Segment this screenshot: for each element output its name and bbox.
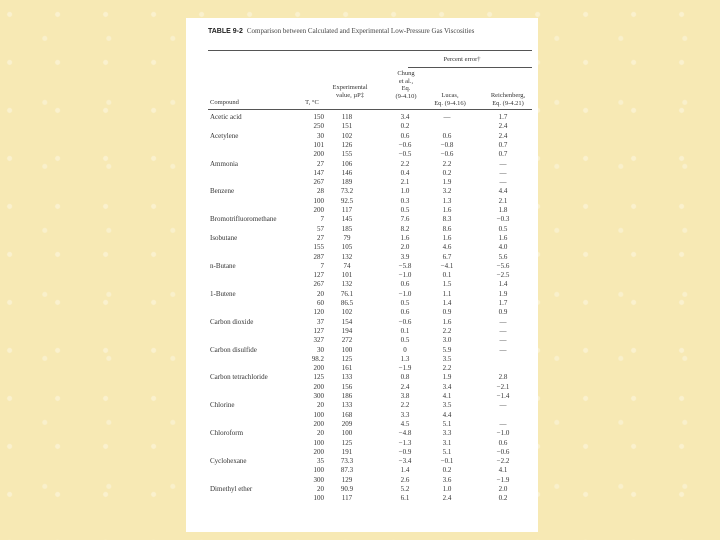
- temperature-cell: 20: [317, 485, 324, 493]
- experimental-cell: 156: [341, 382, 353, 391]
- percent-error-header: Percent error†: [443, 56, 481, 63]
- temperature-cell: 127: [313, 326, 324, 335]
- table-row: [208, 262, 534, 271]
- lucas-error-cell: 2.2: [442, 159, 452, 168]
- experimental-cell: 189: [341, 178, 353, 187]
- chung-error-cell: 2.4: [400, 382, 410, 391]
- experimental-cell: 209: [341, 419, 353, 428]
- chung-error-cell: −1.0: [398, 271, 412, 280]
- chung-error-cell: 1.0: [400, 187, 410, 196]
- chung-error-cell: 5.2: [400, 485, 410, 493]
- experimental-cell: 146: [341, 168, 353, 177]
- reichenberg-error-cell: 0.7: [498, 140, 508, 149]
- chung-error-cell: 0.4: [400, 168, 410, 177]
- header-lucas: Lucas, Eq. (9-4.16): [434, 92, 466, 107]
- temperature-cell: 30: [317, 131, 324, 140]
- lucas-error-cell: 1.4: [442, 299, 452, 307]
- lucas-error-cell: 1.1: [442, 289, 452, 298]
- chung-error-cell: −0.5: [398, 150, 412, 159]
- compound-cell: Carbon tetrachloride: [210, 373, 268, 382]
- temperature-cell: 127: [313, 271, 324, 280]
- reichenberg-error-cell: −1.9: [496, 475, 510, 484]
- table-row: [208, 476, 534, 485]
- experimental-cell: 87.3: [340, 466, 354, 475]
- lucas-error-cell: −0.8: [440, 140, 454, 149]
- compound-cell: Chloroform: [210, 429, 244, 438]
- table-row: [208, 392, 534, 401]
- reichenberg-error-cell: −2.2: [496, 457, 510, 466]
- reichenberg-error-cell: −0.6: [496, 447, 510, 456]
- lucas-error-cell: 5.1: [442, 447, 452, 456]
- lucas-error-cell: 0.1: [442, 271, 452, 280]
- temperature-cell: 100: [313, 410, 324, 419]
- chung-error-cell: 1.6: [400, 233, 410, 242]
- reichenberg-error-cell: 4.4: [498, 187, 508, 196]
- temperature-cell: 120: [313, 308, 324, 317]
- chung-error-cell: 0.8: [400, 373, 410, 382]
- experimental-cell: 92.5: [340, 196, 354, 205]
- lucas-error-cell: 5.1: [442, 419, 452, 428]
- reichenberg-error-cell: 0.7: [498, 150, 508, 159]
- lucas-error-cell: 8.3: [442, 215, 452, 224]
- chung-error-cell: 0.3: [400, 196, 410, 205]
- table-row: [208, 457, 534, 466]
- chung-error-cell: −1.9: [398, 364, 412, 373]
- reichenberg-error-cell: −5.6: [496, 261, 510, 270]
- compound-cell: Carbon dioxide: [210, 317, 254, 326]
- compound-cell: Benzene: [210, 187, 235, 196]
- chung-error-cell: 0.5: [400, 299, 410, 307]
- chung-error-cell: −3.4: [398, 457, 412, 466]
- temperature-cell: 200: [313, 382, 324, 391]
- reichenberg-error-cell: −2.1: [496, 382, 510, 391]
- experimental-cell: 106: [341, 159, 353, 168]
- table-row: [208, 299, 534, 308]
- table-row: [208, 225, 534, 234]
- lucas-error-cell: 0.2: [442, 168, 452, 177]
- table-row: [208, 383, 534, 392]
- reichenberg-error-cell: —: [499, 401, 507, 410]
- temperature-cell: 147: [313, 168, 324, 177]
- temperature-cell: 200: [313, 419, 324, 428]
- chung-error-cell: 0.6: [400, 131, 410, 140]
- temperature-cell: 200: [313, 150, 324, 159]
- experimental-cell: 126: [341, 140, 353, 149]
- reichenberg-error-cell: 1.4: [498, 280, 508, 289]
- experimental-cell: 194: [341, 326, 353, 335]
- table-row: [208, 141, 534, 150]
- chung-error-cell: 3.4: [400, 113, 410, 121]
- experimental-cell: 129: [341, 475, 353, 484]
- table-row: [208, 494, 534, 503]
- compound-cell: Chlorine: [210, 401, 235, 410]
- compound-cell: Acetylene: [210, 131, 239, 140]
- reichenberg-error-cell: 0.6: [498, 438, 508, 447]
- table-row: [208, 253, 534, 262]
- table-row: [208, 355, 534, 364]
- temperature-cell: 37: [317, 317, 324, 326]
- table-row: [208, 364, 534, 373]
- chung-error-cell: 3.3: [400, 410, 410, 419]
- lucas-error-cell: 2.2: [442, 364, 452, 373]
- chung-error-cell: 0.5: [400, 336, 410, 345]
- chung-error-cell: 0.5: [400, 206, 410, 214]
- table-row: [208, 122, 534, 131]
- temperature-cell: 100: [313, 466, 324, 475]
- experimental-cell: 132: [341, 252, 353, 261]
- experimental-cell: 185: [341, 224, 353, 233]
- reichenberg-error-cell: −1.0: [496, 429, 510, 438]
- reichenberg-error-cell: 2.4: [498, 122, 508, 131]
- chung-error-cell: 7.6: [400, 215, 410, 224]
- experimental-cell: 105: [341, 243, 353, 252]
- temperature-cell: 27: [317, 233, 324, 242]
- lucas-error-cell: 1.9: [442, 373, 452, 382]
- temperature-cell: 57: [317, 224, 324, 233]
- lucas-error-cell: 1.0: [442, 485, 452, 493]
- reichenberg-error-cell: —: [499, 336, 507, 345]
- experimental-cell: 74: [343, 261, 351, 270]
- table-row: [208, 346, 534, 355]
- lucas-error-cell: 0.2: [442, 466, 452, 475]
- reichenberg-error-cell: —: [499, 317, 507, 326]
- lucas-error-cell: 3.5: [442, 354, 452, 363]
- experimental-cell: 73.2: [340, 187, 354, 196]
- table-row: [208, 150, 534, 159]
- experimental-cell: 155: [341, 150, 353, 159]
- reichenberg-error-cell: −0.3: [496, 215, 510, 224]
- lucas-error-cell: 3.0: [442, 336, 452, 345]
- compound-cell: Bromotrifluoromethane: [210, 215, 277, 224]
- chung-error-cell: 2.2: [400, 401, 410, 410]
- experimental-cell: 133: [341, 401, 353, 410]
- reichenberg-error-cell: 2.8: [498, 373, 508, 382]
- table-row: [208, 178, 534, 187]
- compound-cell: Carbon disulfide: [210, 345, 257, 354]
- table-row: [208, 439, 534, 448]
- table-title: Comparison between Calculated and Experimental Low-Pressure Gas Viscosities: [246, 27, 475, 35]
- lucas-error-cell: 2.2: [442, 326, 452, 335]
- table-caption: [208, 27, 528, 36]
- temperature-cell: 150: [313, 113, 324, 121]
- reichenberg-error-cell: 4.0: [498, 243, 508, 252]
- reichenberg-error-cell: —: [499, 419, 507, 428]
- temperature-cell: 20: [317, 429, 324, 438]
- lucas-error-cell: 8.6: [442, 224, 452, 233]
- compound-cell: Acetic acid: [210, 113, 242, 121]
- experimental-cell: 151: [341, 122, 353, 131]
- top-rule: [208, 50, 532, 51]
- experimental-cell: 100: [341, 345, 353, 354]
- reichenberg-error-cell: 0.5: [498, 224, 508, 233]
- temperature-cell: 60: [317, 299, 324, 307]
- table-row: [208, 336, 534, 345]
- chung-error-cell: 0.6: [400, 308, 410, 317]
- reichenberg-error-cell: —: [499, 178, 507, 187]
- experimental-cell: 73.3: [340, 457, 354, 466]
- temperature-cell: 250: [313, 122, 324, 131]
- table-row: [208, 206, 534, 215]
- document-page: [186, 18, 538, 532]
- lucas-error-cell: 1.3: [442, 196, 452, 205]
- reichenberg-error-cell: 2.0: [498, 485, 508, 493]
- temperature-cell: 20: [317, 401, 324, 410]
- experimental-cell: 102: [341, 308, 353, 317]
- chung-error-cell: −0.9: [398, 447, 412, 456]
- temperature-cell: 200: [313, 447, 324, 456]
- temperature-cell: 101: [313, 140, 324, 149]
- temperature-cell: 7: [320, 215, 324, 224]
- experimental-cell: 90.9: [340, 485, 354, 493]
- lucas-error-cell: 3.6: [442, 475, 452, 484]
- reichenberg-error-cell: 4.1: [498, 466, 508, 475]
- table-label: TABLE 9-2: [208, 28, 243, 35]
- temperature-cell: 100: [313, 438, 324, 447]
- table-row: [208, 132, 534, 141]
- temperature-cell: 7: [320, 261, 324, 270]
- table-row: [208, 280, 534, 289]
- table-row: [208, 197, 534, 206]
- reichenberg-error-cell: —: [499, 326, 507, 335]
- experimental-cell: 117: [341, 494, 353, 503]
- reichenberg-error-cell: —: [499, 159, 507, 168]
- experimental-cell: 79: [343, 233, 351, 242]
- reichenberg-error-cell: 1.7: [498, 113, 508, 121]
- table-row: [208, 466, 534, 475]
- chung-error-cell: 4.5: [400, 419, 410, 428]
- chung-error-cell: 0.1: [400, 326, 410, 335]
- reichenberg-error-cell: 1.6: [498, 233, 508, 242]
- lucas-error-cell: −0.6: [440, 150, 454, 159]
- chung-error-cell: 0.2: [400, 122, 410, 131]
- reichenberg-error-cell: 2.1: [498, 196, 508, 205]
- compound-cell: Cyclohexane: [210, 457, 247, 466]
- temperature-cell: 300: [313, 392, 324, 400]
- chung-error-cell: −4.8: [398, 429, 412, 438]
- table-row: [208, 271, 534, 280]
- compound-cell: 1-Butene: [210, 289, 236, 298]
- table-row: [208, 169, 534, 178]
- header-experimental: Experimental value, µP‡: [332, 84, 368, 99]
- experimental-cell: 272: [341, 336, 353, 345]
- temperature-cell: 125: [313, 373, 324, 382]
- table-row: [208, 485, 534, 494]
- reichenberg-error-cell: −1.4: [496, 392, 510, 400]
- lucas-error-cell: 3.4: [442, 382, 452, 391]
- table-row: [208, 187, 534, 196]
- temperature-cell: 200: [313, 206, 324, 214]
- table-row: [208, 318, 534, 327]
- reichenberg-error-cell: 1.7: [498, 299, 508, 307]
- compound-cell: n-Butane: [210, 261, 236, 270]
- lucas-error-cell: 0.9: [442, 308, 452, 317]
- temperature-cell: 30: [317, 345, 324, 354]
- chung-error-cell: −5.8: [398, 261, 412, 270]
- experimental-cell: 117: [341, 206, 353, 214]
- temperature-cell: 200: [313, 364, 324, 373]
- lucas-error-cell: 6.7: [442, 252, 452, 261]
- table-row: [208, 448, 534, 457]
- lucas-error-cell: 3.3: [442, 429, 452, 438]
- lucas-error-cell: 1.6: [442, 317, 452, 326]
- experimental-cell: 145: [341, 215, 353, 224]
- lucas-error-cell: 2.4: [442, 494, 452, 503]
- temperature-cell: 155: [313, 243, 324, 252]
- lucas-error-cell: 4.1: [442, 392, 452, 400]
- lucas-error-cell: 4.4: [442, 410, 452, 419]
- percent-error-rule: [408, 67, 532, 68]
- chung-error-cell: 3.9: [400, 252, 410, 261]
- chung-error-cell: 1.4: [400, 466, 410, 475]
- lucas-error-cell: −4.1: [440, 261, 454, 270]
- experimental-cell: 133: [341, 373, 353, 382]
- temperature-cell: 287: [313, 252, 324, 261]
- reichenberg-error-cell: 2.4: [498, 131, 508, 140]
- experimental-cell: 125: [341, 438, 353, 447]
- lucas-error-cell: 4.6: [442, 243, 452, 252]
- reichenberg-error-cell: 0.2: [498, 494, 508, 503]
- compound-cell: Isobutane: [210, 233, 238, 242]
- temperature-cell: 267: [313, 178, 324, 187]
- experimental-cell: 102: [341, 131, 353, 140]
- chung-error-cell: 2.1: [400, 178, 410, 187]
- table-row: [208, 327, 534, 336]
- chung-error-cell: −1.3: [398, 438, 412, 447]
- table-row: [208, 160, 534, 169]
- table-row: [208, 234, 534, 243]
- chung-error-cell: 0: [403, 345, 407, 354]
- temperature-cell: 35: [317, 457, 324, 466]
- experimental-cell: 168: [341, 410, 353, 419]
- lucas-error-cell: 3.5: [442, 401, 452, 410]
- lucas-error-cell: 1.6: [442, 233, 452, 242]
- chung-error-cell: 2.2: [400, 159, 410, 168]
- reichenberg-error-cell: 0.9: [498, 308, 508, 317]
- experimental-cell: 132: [341, 280, 353, 289]
- chung-error-cell: 6.1: [400, 494, 410, 503]
- temperature-cell: 100: [313, 494, 324, 503]
- table-row: [208, 411, 534, 420]
- experimental-cell: 186: [341, 392, 353, 400]
- table-row: [208, 420, 534, 429]
- header-chung: Chung et al., Eq. (9-4.10): [395, 70, 417, 100]
- header-rule: [208, 109, 532, 110]
- table-row: [208, 290, 534, 299]
- table-row: [208, 429, 534, 438]
- table-row: [208, 373, 534, 382]
- reichenberg-error-cell: —: [499, 345, 507, 354]
- lucas-error-cell: 1.9: [442, 178, 452, 187]
- temperature-cell: 28: [317, 187, 324, 196]
- chung-error-cell: 1.3: [400, 354, 410, 363]
- reichenberg-error-cell: 5.6: [498, 252, 508, 261]
- temperature-cell: 267: [313, 280, 324, 289]
- experimental-cell: 86.5: [340, 299, 354, 307]
- lucas-error-cell: 3.1: [442, 438, 452, 447]
- lucas-error-cell: 0.6: [442, 131, 452, 140]
- chung-error-cell: 2.0: [400, 243, 410, 252]
- temperature-cell: 98.2: [311, 354, 324, 363]
- compound-cell: Dimethyl ether: [210, 485, 253, 493]
- header-compound: Compound: [210, 99, 239, 106]
- table-row: [208, 215, 534, 224]
- experimental-cell: 101: [341, 271, 353, 280]
- table-row: [208, 308, 534, 317]
- compound-cell: Ammonia: [210, 159, 238, 168]
- lucas-error-cell: —: [443, 113, 451, 121]
- experimental-cell: 100: [341, 429, 353, 438]
- chung-error-cell: −0.6: [398, 140, 412, 149]
- table-row: [208, 113, 534, 122]
- header-temperature: T, °C: [305, 99, 319, 106]
- temperature-cell: 100: [313, 196, 324, 205]
- chung-error-cell: 2.6: [400, 475, 410, 484]
- lucas-error-cell: 3.2: [442, 187, 452, 196]
- temperature-cell: 300: [313, 475, 324, 484]
- lucas-error-cell: −0.1: [440, 457, 454, 466]
- chung-error-cell: 0.6: [400, 280, 410, 289]
- reichenberg-error-cell: 1.9: [498, 289, 508, 298]
- chung-error-cell: 8.2: [400, 224, 410, 233]
- chung-error-cell: −0.6: [398, 317, 412, 326]
- table-row: [208, 401, 534, 410]
- chung-error-cell: −1.0: [398, 289, 412, 298]
- lucas-error-cell: 5.9: [442, 345, 452, 354]
- temperature-cell: 20: [317, 289, 324, 298]
- temperature-cell: 27: [317, 159, 324, 168]
- temperature-cell: 327: [313, 336, 324, 345]
- experimental-cell: 154: [341, 317, 353, 326]
- experimental-cell: 191: [341, 447, 353, 456]
- table-row: [208, 243, 534, 252]
- experimental-cell: 161: [341, 364, 353, 373]
- header-reichenberg: Reichenberg, Eq. (9-4.21): [490, 92, 526, 107]
- reichenberg-error-cell: 1.8: [498, 206, 508, 214]
- experimental-cell: 76.1: [340, 289, 354, 298]
- reichenberg-error-cell: —: [499, 168, 507, 177]
- lucas-error-cell: 1.6: [442, 206, 452, 214]
- experimental-cell: 125: [341, 354, 353, 363]
- chung-error-cell: 3.8: [400, 392, 410, 400]
- experimental-cell: 118: [341, 113, 353, 121]
- reichenberg-error-cell: −2.5: [496, 271, 510, 280]
- lucas-error-cell: 1.5: [442, 280, 452, 289]
